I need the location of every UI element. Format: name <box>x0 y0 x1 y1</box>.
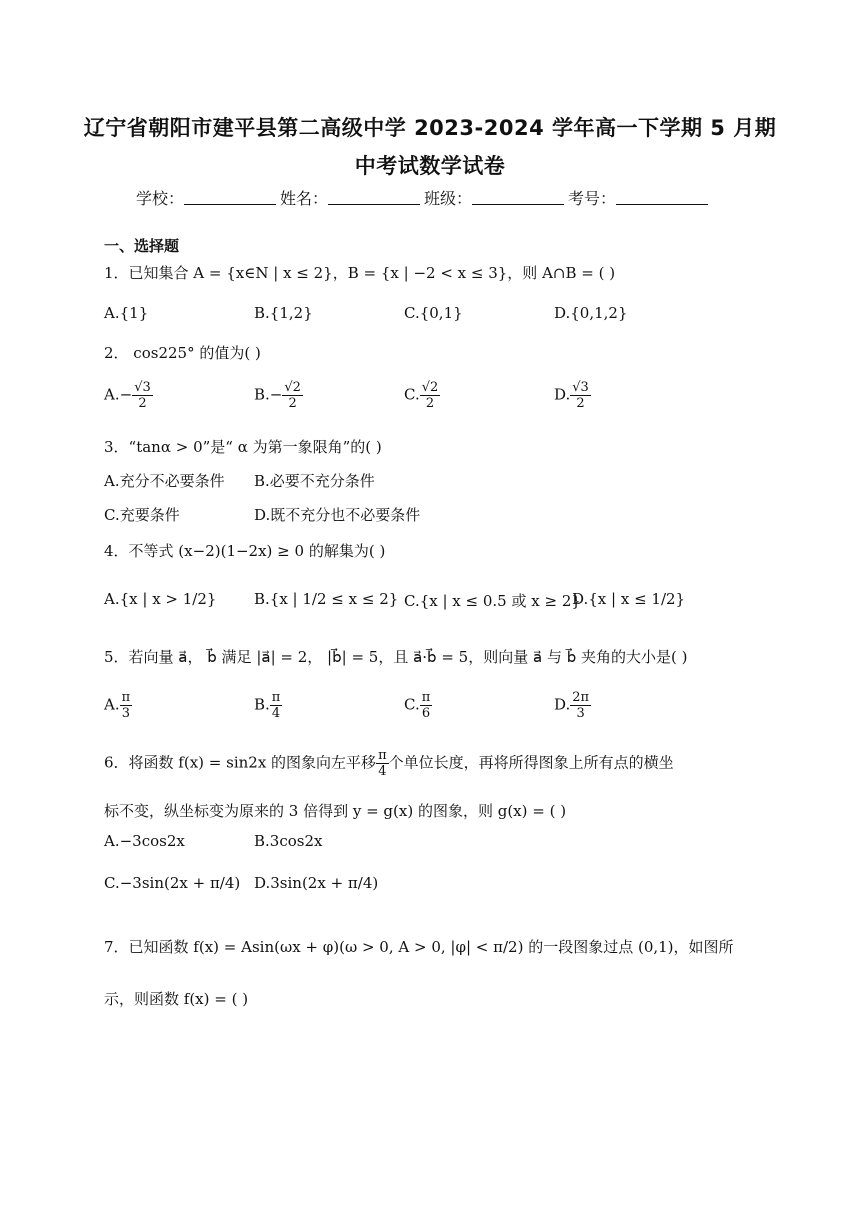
number-field[interactable] <box>616 186 708 205</box>
question-5-option-d <box>554 690 591 721</box>
question-5-option-c <box>404 690 432 721</box>
option-fraction <box>282 380 303 411</box>
option-fraction <box>270 690 283 721</box>
number-label: 考号： <box>568 189 617 208</box>
question-2-option-b <box>254 380 303 411</box>
option-label: D. <box>554 695 571 714</box>
fraction-numerator: π <box>378 748 387 763</box>
question-6-text-a: 6．将函数 f(x) = sin2x 的图象向左平移 <box>104 753 377 772</box>
question-6-stem-line2: 标不变，纵坐标变为原来的 3 倍得到 y = g(x) 的图象，则 g(x) = ( ) <box>104 802 567 820</box>
question-1-option-d: D.{0,1,2} <box>554 304 628 322</box>
question-1-option-a: A.{1} <box>104 304 149 322</box>
class-label: 班级： <box>424 189 473 208</box>
option-label: B. <box>254 385 270 404</box>
question-5-stem: 5．若向量 a⃗， b⃗ 满足 |a⃗| = 2， |b⃗| = 5，且 a⃗·b⃗ = 5，则向量 a⃗ 与 b⃗ 夹角的大小是( ) <box>104 648 688 666</box>
fraction-denominator: 2 <box>425 396 435 411</box>
question-6-option-b: B.3cos2x <box>254 832 323 850</box>
fraction-numerator: √2 <box>421 380 439 395</box>
question-3-stem: 3．“tanα > 0”是“ α 为第一象限角”的( ) <box>104 438 382 456</box>
fraction-denominator: 2 <box>138 396 147 411</box>
option-label: A. <box>104 385 120 404</box>
question-3-option-b: B.必要不充分条件 <box>254 472 375 490</box>
name-field[interactable] <box>328 186 420 205</box>
exam-title-line1: 辽宁省朝阳市建平县第二高级中学 2023-2024 学年高一下学期 5 月期 <box>83 116 777 140</box>
fraction-numerator: √3 <box>134 380 151 395</box>
question-1-option-b: B.{1,2} <box>254 304 313 322</box>
fraction-denominator: 6 <box>421 706 431 721</box>
fraction-denominator: 2 <box>288 396 297 411</box>
fraction-denominator: 4 <box>378 764 387 779</box>
question-3-option-a: A.充分不必要条件 <box>104 472 225 490</box>
question-1-stem: 1．已知集合 A = {x∈N | x ≤ 2}，B = {x | −2 < x ≤ 3}，则 A∩B = ( ) <box>104 264 616 282</box>
question-5-option-a <box>104 690 132 721</box>
question-4-option-d: D.{x | x ≤ 1/2} <box>572 590 686 608</box>
option-sign: − <box>119 385 133 404</box>
option-fraction <box>570 690 591 721</box>
question-6-option-a: A.−3cos2x <box>104 832 185 850</box>
fraction-numerator: π <box>421 690 431 705</box>
option-label: A. <box>104 695 120 714</box>
option-label: C. <box>404 385 420 404</box>
question-6-stem-line1 <box>104 748 674 779</box>
fraction-numerator: π <box>271 690 281 705</box>
option-fraction <box>570 380 591 411</box>
fraction-denominator: 3 <box>121 706 131 721</box>
question-6-option-c: C.−3sin(2x + π/4) <box>104 874 241 892</box>
option-fraction <box>420 690 433 721</box>
question-4-option-a: A.{x | x > 1/2} <box>104 590 217 608</box>
question-6-fraction <box>376 748 389 779</box>
school-label: 学校： <box>136 189 185 208</box>
fraction-numerator: √2 <box>284 380 301 395</box>
exam-title-line2: 中考试数学试卷 <box>354 154 506 178</box>
fraction-denominator: 3 <box>576 706 585 721</box>
option-fraction <box>420 380 441 411</box>
school-field[interactable] <box>184 186 276 205</box>
fraction-denominator: 4 <box>271 706 281 721</box>
question-4-stem: 4．不等式 (x−2)(1−2x) ≥ 0 的解集为( ) <box>104 542 386 560</box>
question-2-option-d <box>554 380 591 411</box>
question-7-stem-line2: 示，则函数 f(x) = ( ) <box>104 990 249 1008</box>
option-label: B. <box>254 695 270 714</box>
question-7-stem-line1: 7．已知函数 f(x) = Asin(ωx + φ)(ω > 0, A > 0, |φ| < π/2) 的一段图象过点 (0,1)，如图所 <box>104 938 734 956</box>
question-1-option-c: C.{0,1} <box>404 304 463 322</box>
question-4-option-b: B.{x | 1/2 ≤ x ≤ 2} <box>254 590 399 608</box>
question-2-option-a <box>104 380 153 411</box>
question-6-option-d: D.3sin(2x + π/4) <box>254 874 379 892</box>
fraction-denominator: 2 <box>576 396 585 411</box>
name-label: 姓名： <box>280 189 329 208</box>
question-2-option-c <box>404 380 440 411</box>
fraction-numerator: √3 <box>572 380 589 395</box>
fraction-numerator: 2π <box>572 690 590 705</box>
option-sign: − <box>269 385 283 404</box>
question-6-text-b: 个单位长度，再将所得图象上所有点的横坐 <box>388 753 674 772</box>
section-heading: 一、选择题 <box>104 237 180 255</box>
question-5-option-b <box>254 690 282 721</box>
question-3-option-c: C.充要条件 <box>104 506 180 524</box>
class-field[interactable] <box>472 186 564 205</box>
fraction-numerator: π <box>121 690 131 705</box>
question-4-option-c: C.{x | x ≤ 0.5 或 x ≥ 2} <box>404 592 581 610</box>
option-fraction <box>132 380 153 411</box>
question-2-stem: 2． cos225° 的值为( ) <box>104 344 261 362</box>
question-3-option-d: D.既不充分也不必要条件 <box>254 506 421 524</box>
student-info-row <box>136 186 712 209</box>
option-label: D. <box>554 385 571 404</box>
option-label: C. <box>404 695 420 714</box>
option-fraction <box>120 690 133 721</box>
